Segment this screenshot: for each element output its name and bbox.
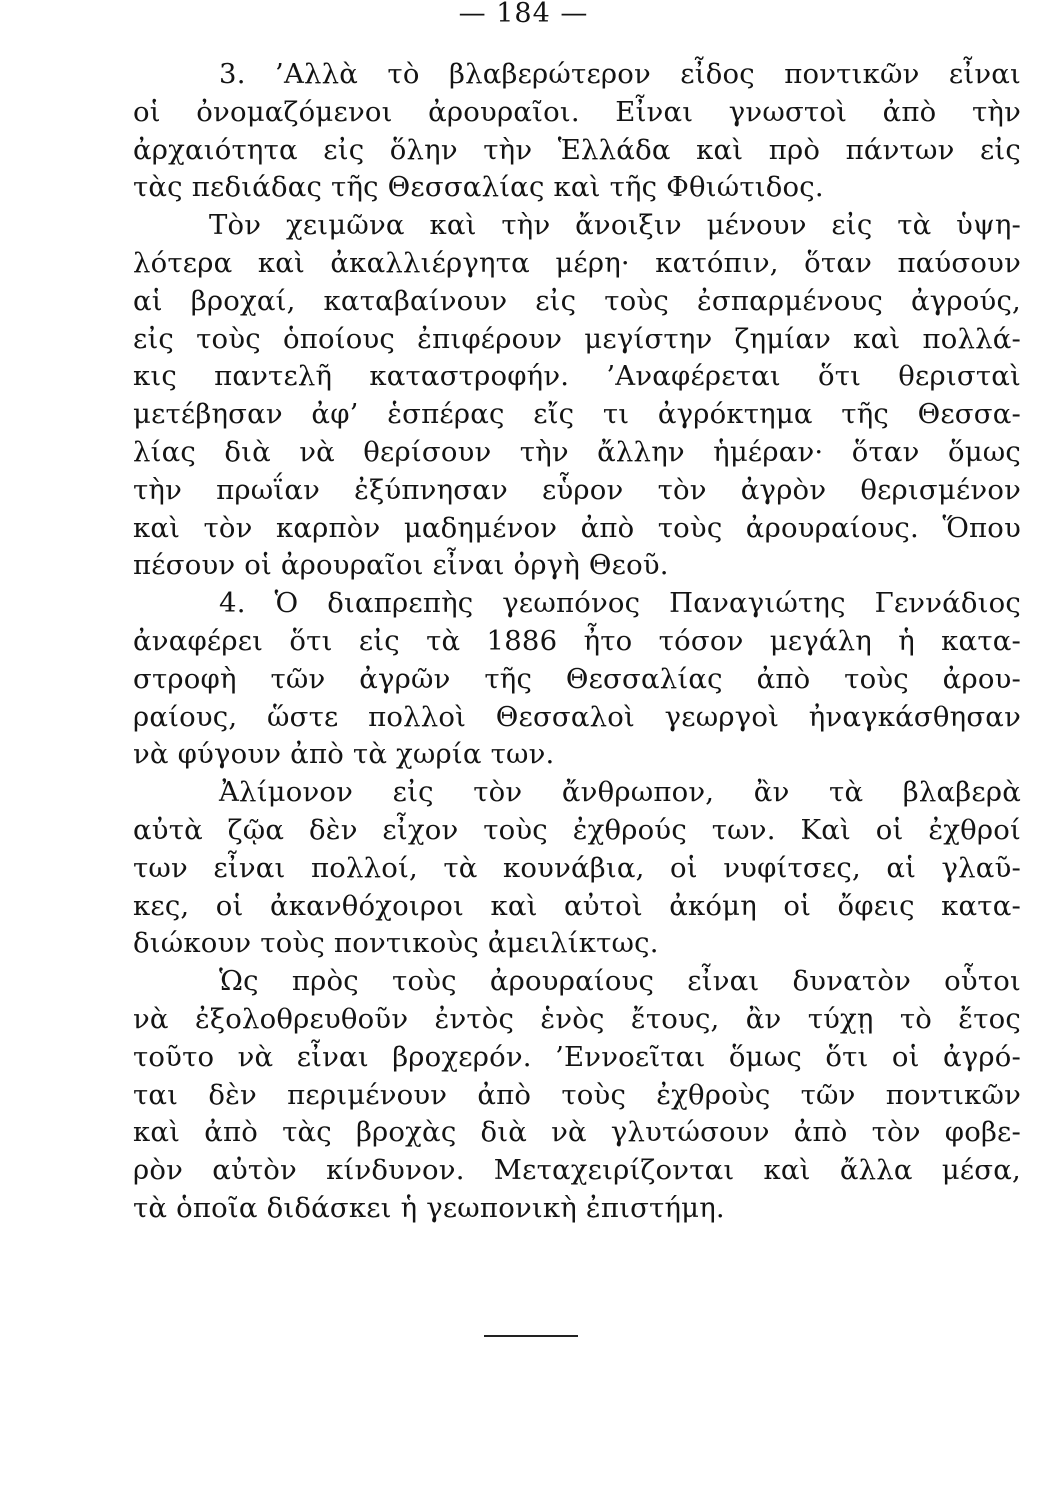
section-end-rule xyxy=(484,1335,578,1337)
text-line: νὰ ἐξολοθρευθοῦν ἐντὸς ἑνὸς ἔτους, ἂν τύχῃ τὸ ἔτος xyxy=(133,1002,1021,1035)
text-line: Τὸν χειμῶνα καὶ τὴν ἄνοιξιν μένουν εἰς τὰ ὑψη- xyxy=(209,209,1021,242)
text-line: Ἀλίμονον εἰς τὸν ἄνθρωπον, ἂν τὰ βλαβερὰ xyxy=(219,776,1021,809)
text-line: 3. ’Αλλὰ τὸ βλαβερώτερον εἶδος ποντικῶν εἶναι xyxy=(219,58,1021,90)
text-line: τὴν πρωΐαν ἐξύπνησαν εὗρον τὸν ἀγρὸν θερισμένον xyxy=(133,473,1021,506)
text-line: αὐτὰ ζῷα δὲν εἶχον τοὺς ἐχθρούς των. Καὶ οἱ ἐχθροί xyxy=(133,813,1021,846)
page-number: — 184 — xyxy=(458,0,589,29)
text-line: στροφὴ τῶν ἀγρῶν τῆς Θεσσαλίας ἀπὸ τοὺς ἀρου- xyxy=(133,662,1021,695)
text-line: καὶ τὸν καρπὸν μαδημένον ἀπὸ τοὺς ἀρουραίους. Ὅπου xyxy=(133,511,1021,544)
text-line: τὰ ὁποῖα διδάσκει ἡ γεωπονικὴ ἐπιστήμη. xyxy=(133,1191,725,1224)
text-line: καὶ ἀπὸ τὰς βροχὰς διὰ νὰ γλυτώσουν ἀπὸ τὸν φοβε- xyxy=(133,1116,1021,1149)
text-line: τὰς πεδιάδας τῆς Θεσσαλίας καὶ τῆς Φθιώτιδος. xyxy=(133,171,824,204)
text-line: λίας διὰ νὰ θερίσουν τὴν ἄλλην ἡμέραν· ὅταν ὅμως xyxy=(133,435,1021,468)
text-line: ἀναφέρει ὅτι εἰς τὰ 1886 ἦτο τόσον μεγάλη ἡ κατα- xyxy=(133,624,1021,657)
text-line: λότερα καὶ ἀκαλλιέργητα μέρη· κατόπιν, ὅταν παύσουν xyxy=(133,246,1021,279)
text-line: των εἶναι πολλοί, τὰ κουνάβια, οἱ νυφίτσες, αἱ γλαῦ- xyxy=(133,851,1021,884)
text-line: ραίους, ὥστε πολλοὶ Θεσσαλοὶ γεωργοὶ ἠναγκάσθησαν xyxy=(133,700,1021,733)
text-line: κις παντελῆ καταστροφήν. ’Αναφέρεται ὅτι θερισταὶ xyxy=(133,360,1021,393)
text-line: μετέβησαν ἀφ’ ἑσπέρας εἴς τι ἀγρόκτημα τῆς Θεσσα- xyxy=(133,398,1021,431)
body-text xyxy=(133,56,1021,1228)
text-line: ται δὲν περιμένουν ἀπὸ τοὺς ἐχθροὺς τῶν ποντικῶν xyxy=(133,1078,1021,1111)
text-line: τοῦτο νὰ εἶναι βροχερόν. ’Εννοεῖται ὅμως ὅτι οἱ ἀγρό- xyxy=(133,1040,1021,1073)
text-line: Ὡς πρὸς τοὺς ἀρουραίους εἶναι δυνατὸν οὗτοι xyxy=(219,965,1021,998)
text-line: κες, οἱ ἀκανθόχοιροι καὶ αὐτοὶ ἀκόμη οἱ ὄφεις κατα- xyxy=(133,889,1021,922)
text-line: νὰ φύγουν ἀπὸ τὰ χωρία των. xyxy=(133,738,555,771)
text-line: εἰς τοὺς ὁποίους ἐπιφέρουν μεγίστην ζημίαν καὶ πολλά- xyxy=(133,322,1021,355)
text-line: οἱ ὀνομαζόμενοι ἀρουραῖοι. Εἶναι γνωστοὶ ἀπὸ τὴν xyxy=(133,95,1021,128)
text-line: ρὸν αὐτὸν κίνδυνον. Μεταχειρίζονται καὶ ἄλλα μέσα, xyxy=(133,1154,1021,1187)
text-line: διώκουν τοὺς ποντικοὺς ἀμειλίκτως. xyxy=(133,927,659,960)
text-line: ἀρχαιότητα εἰς ὅλην τὴν Ἑλλάδα καὶ πρὸ πάντων εἰς xyxy=(133,133,1021,166)
text-line: 4. Ὁ διαπρεπὴς γεωπόνος Παναγιώτης Γεννάδιος xyxy=(219,587,1021,620)
text-line: αἱ βροχαί, καταβαίνουν εἰς τοὺς ἐσπαρμένους ἀγρούς, xyxy=(133,284,1021,317)
text-line: πέσουν οἱ ἀρουραῖοι εἶναι ὀργὴ Θεοῦ. xyxy=(133,549,669,582)
